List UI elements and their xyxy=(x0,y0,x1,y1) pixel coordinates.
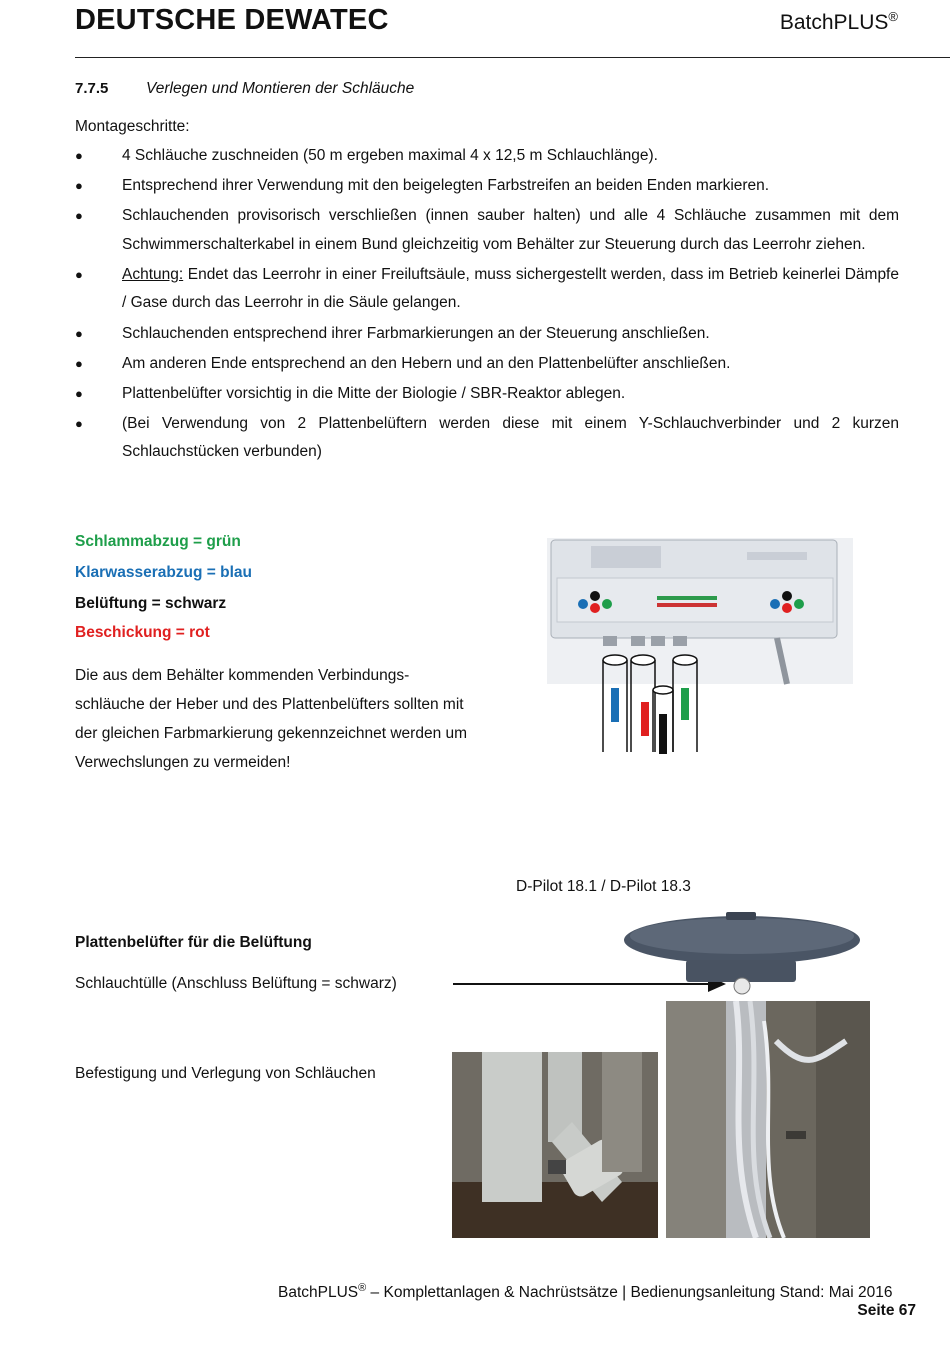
list-item: ● Entsprechend ihrer Verwendung mit den beigelegten Farbstreifen an beiden Enden markieren. xyxy=(75,172,899,201)
steps-label: Montageschritte: xyxy=(75,118,190,135)
aerator-title: Plattenbelüfter für die Belüftung xyxy=(75,934,312,951)
color-code-aeration: Belüftung = schwarz xyxy=(75,595,227,612)
list-item: ● Schlauchenden entsprechend ihrer Farbmarkierungen an der Steuerung anschließen. xyxy=(75,320,899,349)
aerator-photo xyxy=(616,912,870,998)
bullet-icon: ● xyxy=(75,385,83,401)
list-item: ● Plattenbelüfter vorsichtig in die Mitte der Biologie / SBR-Reaktor ablegen. xyxy=(75,380,899,409)
product-name: BatchPLUS® xyxy=(779,9,898,34)
list-item: ● Am anderen Ende entsprechend an den Hebern und an den Plattenbelüfter anschließen. xyxy=(75,350,899,379)
color-code-feed: Beschickung = rot xyxy=(75,624,210,641)
color-code-sludge: Schlammabzug = grün xyxy=(75,533,241,550)
page-number: Seite 67 xyxy=(857,1302,916,1319)
bullet-icon: ● xyxy=(75,208,83,224)
aerator-connector-label: Schlauchtülle (Anschluss Belüftung = schwarz) xyxy=(75,975,397,992)
controller-photo xyxy=(547,538,853,756)
pipe-photo-left xyxy=(452,1052,658,1238)
fixing-label: Befestigung und Verlegung von Schläuchen xyxy=(75,1065,376,1082)
bullet-icon: ● xyxy=(75,148,83,163)
model-label: D-Pilot 18.1 / D-Pilot 18.3 xyxy=(516,878,691,895)
steps-list xyxy=(75,142,899,469)
section-number: 7.7.5 xyxy=(75,80,109,97)
list-item: ● Achtung: Endet das Leerrohr in einer Freiluftsäule, muss sichergestellt werden, dass im Betrieb keinerlei Dämpfe / Gase durch das Leerrohr in die Säule gelangen. xyxy=(75,261,899,318)
footer-line: BatchPLUS® – Komplettanlagen & Nachrüstsätze | Bedienungsanleitung Stand: Mai 2016 xyxy=(278,1282,893,1302)
warning-label: Achtung: xyxy=(122,265,184,283)
list-item: ● Schlauchenden provisorisch verschließen (innen sauber halten) und alle 4 Schläuche zusammen mit dem Schwimmerschalterkabel in einem Bund gleichzeitig vom Behälter zur Steuerung durch das Leerrohr ziehen. xyxy=(75,202,899,259)
company-brand: DEUTSCHE DEWATEC xyxy=(75,4,389,36)
header-divider xyxy=(75,57,950,58)
color-code-clearwater: Klarwasserabzug = blau xyxy=(75,564,253,581)
bullet-icon: ● xyxy=(75,178,83,194)
list-item: ● (Bei Verwendung von 2 Plattenbelüftern werden diese mit einem Y-Schlauchverbinder und 2 kurzen Schlauchstücken verbunden) xyxy=(75,410,899,467)
bullet-icon: ● xyxy=(75,355,83,371)
hose-photo-right xyxy=(666,1001,870,1238)
section-title: Verlegen und Montieren der Schläuche xyxy=(146,80,415,97)
bullet-icon: ● xyxy=(75,266,83,282)
bullet-icon: ● xyxy=(75,325,83,341)
list-item: ● 4 Schläuche zuschneiden (50 m ergeben maximal 4 x 12,5 m Schlauchlänge). xyxy=(75,142,899,171)
note-paragraph: Die aus dem Behälter kommenden Verbindungs-schläuche der Heber und des Plattenbelüfters sollten mit der gleichen Farbmarkierung gekennzeichnet werden um Verwechslungen zu vermeiden! xyxy=(75,667,468,771)
bullet-icon: ● xyxy=(75,415,83,431)
